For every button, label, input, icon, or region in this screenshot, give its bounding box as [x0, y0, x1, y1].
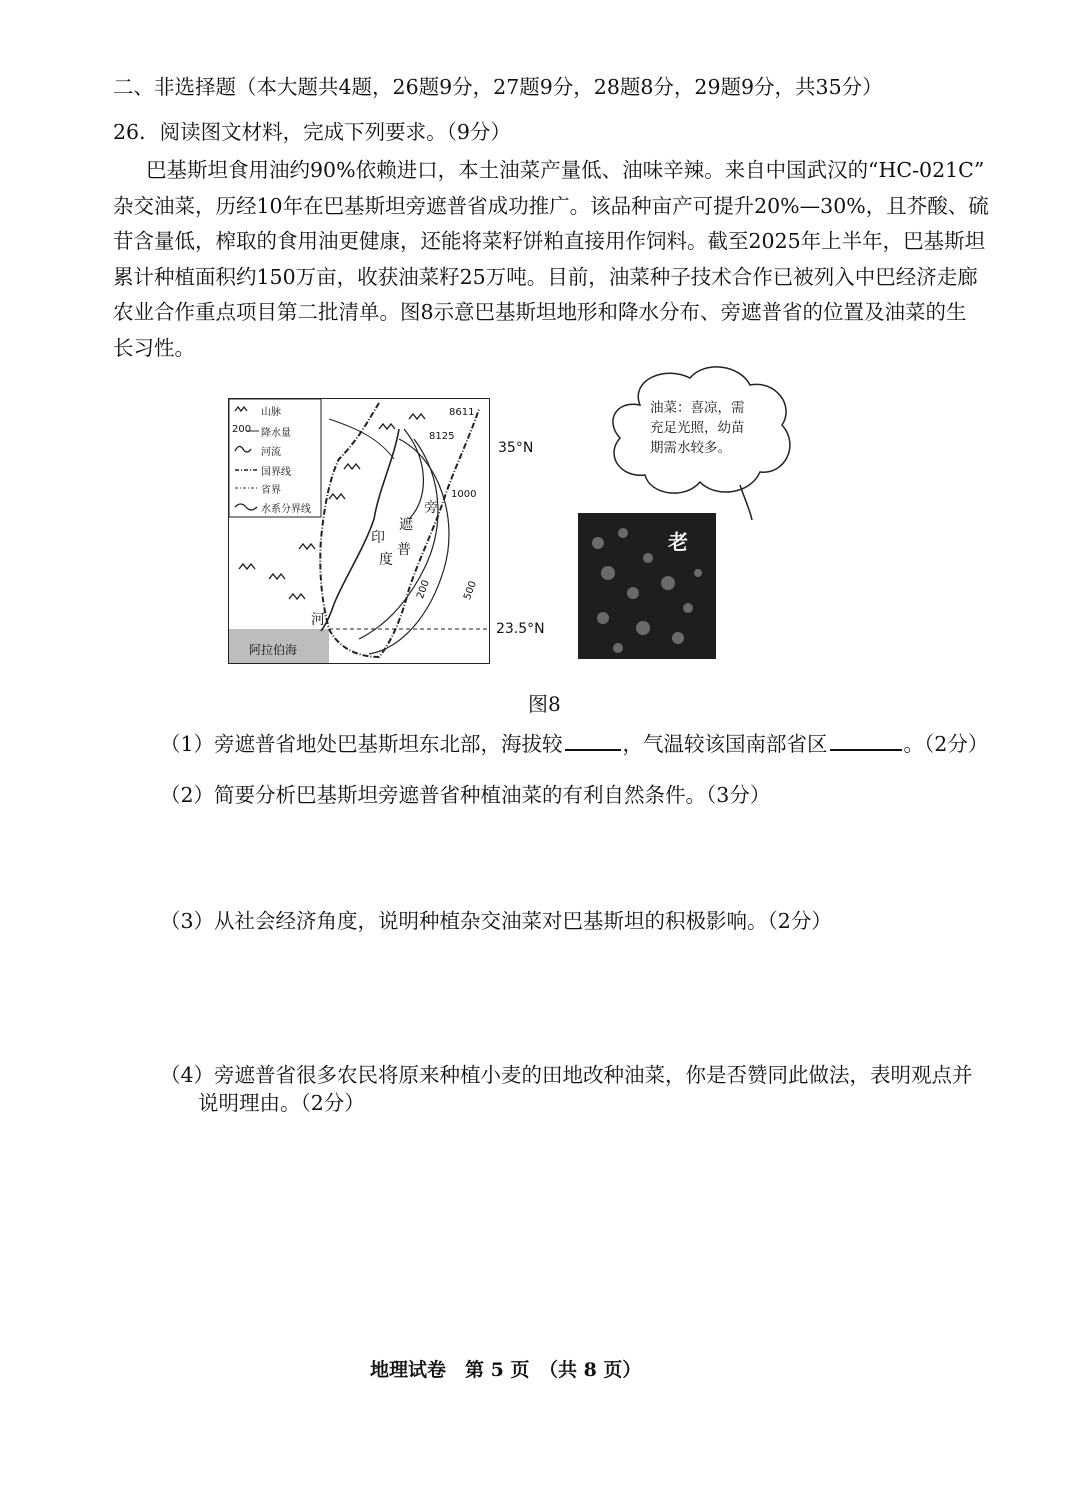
isohyet-1000 — [404, 429, 423, 519]
question-1 — [160, 727, 988, 757]
place-char: 印 — [371, 530, 385, 546]
latitude-23-5-label: 23.5°N — [496, 621, 545, 637]
place-char: 河 — [311, 612, 325, 628]
question-1-text-a: （1）旁遮普省地处巴基斯坦东北部，海拔较 — [160, 732, 563, 756]
question-3: （3）从社会经济角度，说明种植杂交油菜对巴基斯坦的积极影响。（2分） — [160, 909, 832, 933]
pakistan-map — [228, 398, 490, 664]
indus-river — [321, 429, 399, 631]
isohyet-1000-label: 1000 — [451, 489, 477, 500]
answer-blank-2[interactable] — [830, 731, 902, 751]
paragraph-line: 累计种植面积约150万亩，收获油菜籽25万吨。目前，油菜种子技术合作已被列入中巴经济走廊 — [113, 264, 978, 289]
question-1-text-c: 。（2分） — [903, 732, 989, 756]
legend-isohyet-value: 200 — [232, 424, 252, 435]
photo-texture — [578, 513, 716, 659]
paragraph-line: 农业合作重点项目第二批清单。图8示意巴基斯坦地形和降水分布、旁遮普省的位置及油菜的生 — [113, 300, 967, 325]
legend-river-label: 河流 — [261, 447, 281, 458]
paragraph-line: 巴基斯坦食用油约90%依赖进口，本土油菜产量低、油味辛辣。来自中国武汉的“HC-021C” — [146, 158, 985, 182]
legend-watershed-label: 水系分界线 — [261, 504, 311, 515]
latitude-35-label: 35°N — [498, 440, 534, 456]
peak-elevation-1: 8611 — [449, 407, 475, 418]
question-26-title: 26．阅读图文材料，完成下列要求。（9分） — [113, 120, 511, 144]
place-char: 旁 — [424, 500, 438, 516]
rapeseed-photo — [578, 513, 716, 659]
place-char: 遮 — [399, 517, 413, 533]
arabian-sea-label: 阿拉伯海 — [249, 643, 298, 657]
speech-bubble-text: 油菜：喜凉，需 充足光照，幼苗 期需水较多。 — [650, 400, 745, 456]
legend-province-label: 省界 — [261, 485, 281, 496]
page-footer: 地理试卷 第 5 页 （共 8 页） — [370, 1359, 642, 1381]
figure-caption: 图8 — [528, 692, 561, 716]
legend-border-label: 国界线 — [261, 467, 291, 478]
answer-blank-1[interactable] — [565, 731, 621, 751]
paragraph-line: 长习性。 — [113, 335, 195, 360]
paragraph-line: 苷含量低，榨取的食用油更健康，还能将菜籽饼粕直接用作饲料。截至2025年上半年，巴基斯坦 — [113, 229, 986, 254]
legend-isohyet-label: 降水量 — [261, 428, 291, 439]
peak-elevation-2: 8125 — [429, 431, 455, 442]
place-char: 度 — [379, 552, 393, 568]
section-heading: 二、非选择题（本大题共4题，26题9分，27题9分，28题8分，29题9分，共35分） — [113, 75, 883, 99]
legend-mountain-label: 山脉 — [261, 407, 281, 418]
question-4-line-2: 说明理由。（2分） — [198, 1091, 365, 1115]
isohyet-500-label: 500 — [462, 579, 479, 602]
question-2: （2）简要分析巴基斯坦旁遮普省种植油菜的有利自然条件。（3分） — [160, 783, 771, 807]
material-paragraph — [113, 153, 989, 367]
photo-label: 老 — [668, 530, 688, 554]
paragraph-line: 杂交油菜，历经10年在巴基斯坦旁遮普省成功推广。该品种亩产可提升20%—30%，且芥酸、硫 — [113, 193, 989, 218]
question-1-text-b: ，气温较该国南部省区 — [622, 732, 828, 756]
place-char: 普 — [397, 542, 411, 558]
question-4-line-1: （4）旁遮普省很多农民将原来种植小麦的田地改种油菜，你是否赞同此做法，表明观点并 — [160, 1063, 973, 1087]
isohyet-200-label: 200 — [415, 578, 432, 601]
